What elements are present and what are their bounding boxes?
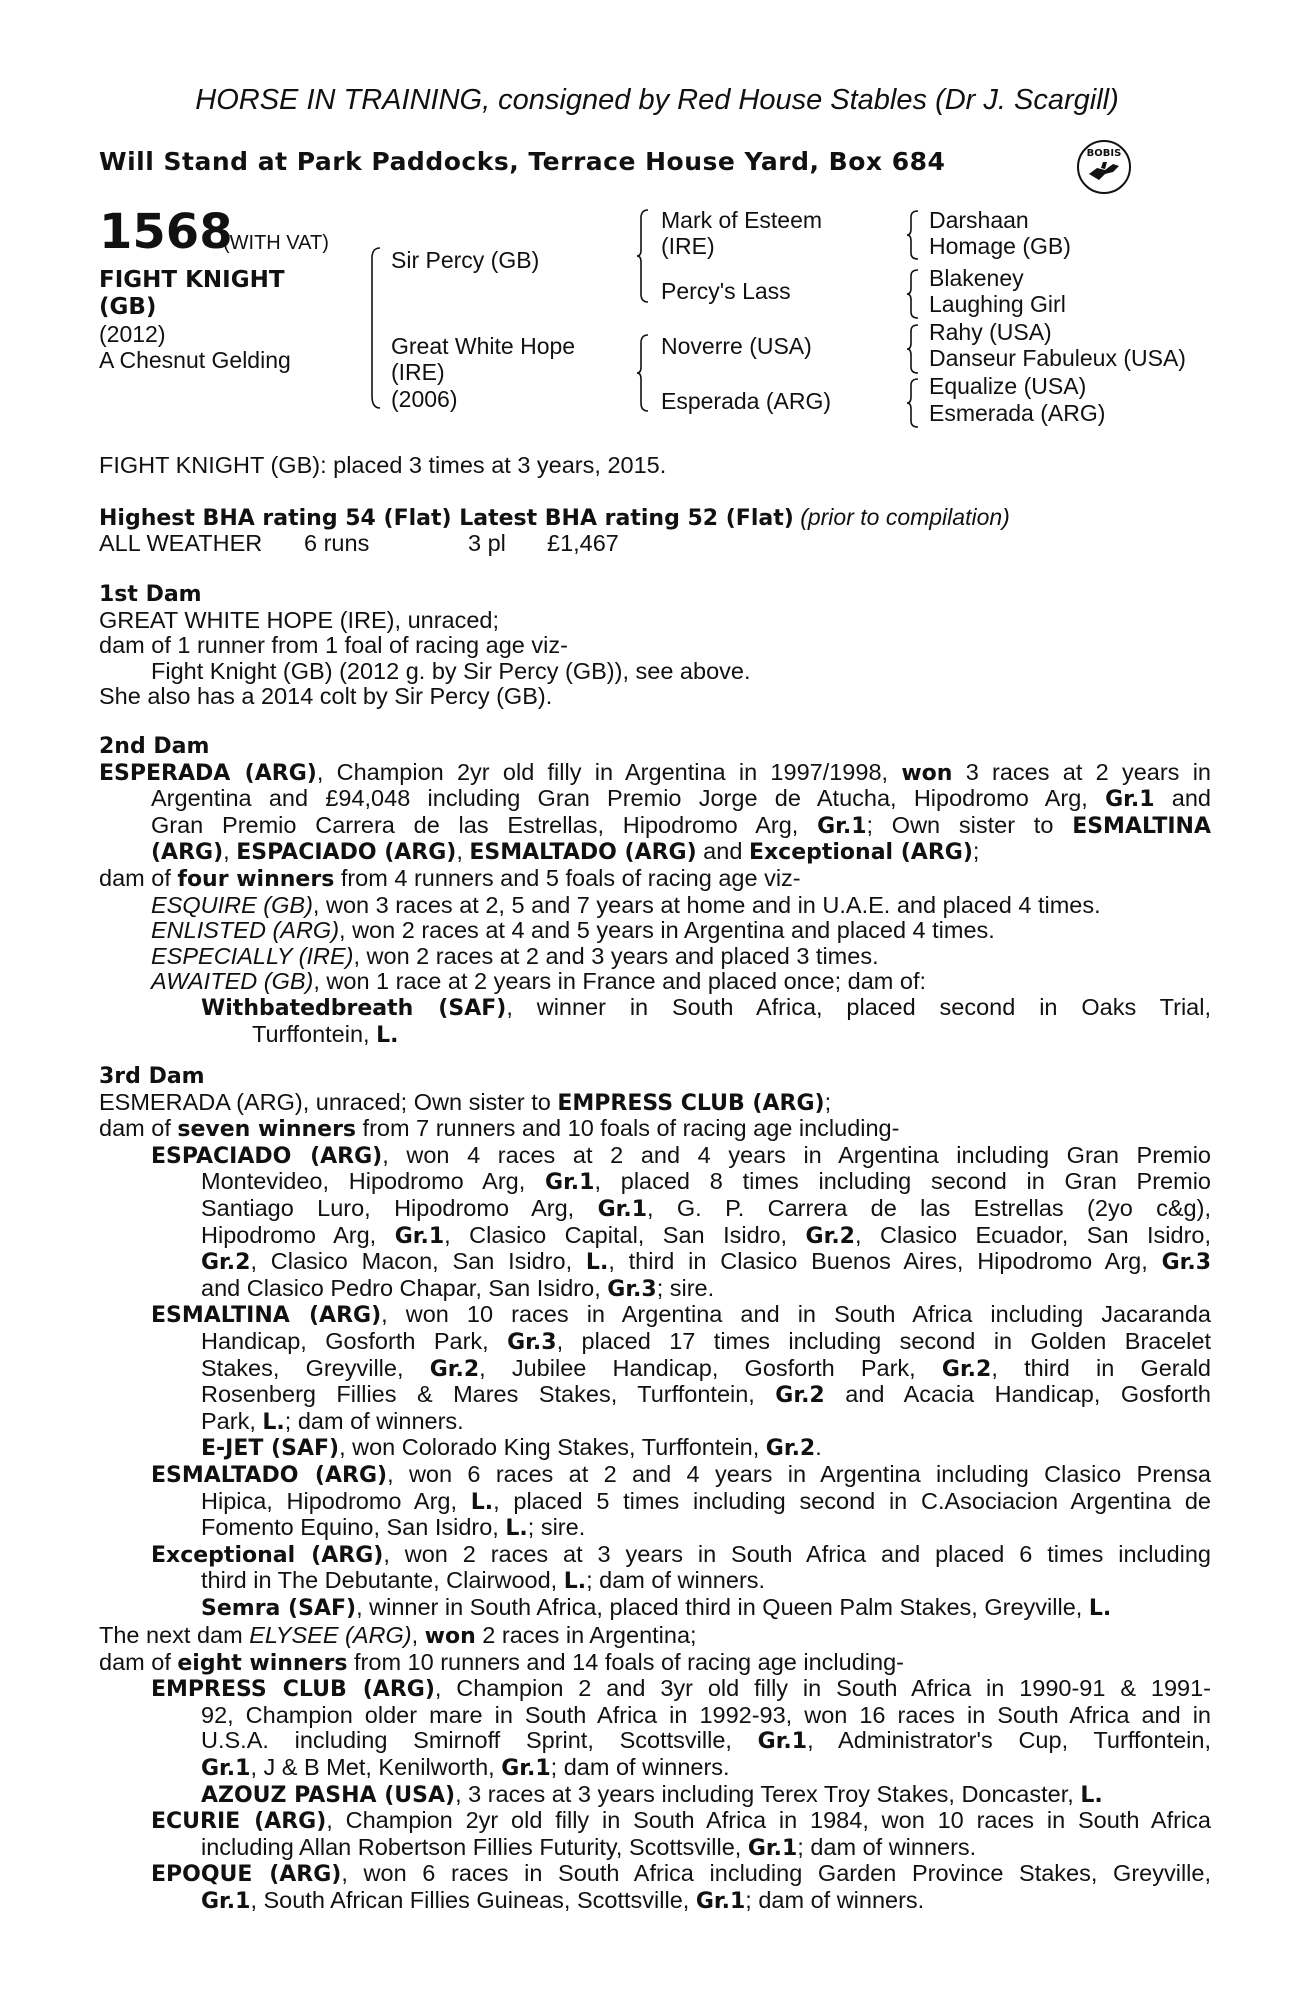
horse-name-country: (GB) (99, 294, 157, 320)
second-dam-grandprogeny: Withbatedbreath (SAF), winner in South Africa, placed second in Oaks Trial, (201, 993, 1211, 1021)
pedigree-brace-dam (636, 333, 650, 413)
next-dam-progeny: Gr.1, J & B Met, Kenilworth, Gr.1; dam of winners. (201, 1753, 730, 1781)
third-dam-grandprogeny: E-JET (SAF), won Colorado King Stakes, Turffontein, Gr.2. (201, 1434, 822, 1462)
second-dam-line: Gran Premio Carrera de las Estrellas, Hipodromo Arg, Gr.1; Own sister to ESMALTINA (151, 811, 1211, 839)
second-dam-line: Argentina and £94,048 including Gran Premio Jorge de Atucha, Hipodromo Arg, Gr.1 and (151, 785, 1211, 813)
third-dam-progeny: Rosenberg Fillies & Mares Stakes, Turffontein, Gr.2 and Acacia Handicap, Gosforth (201, 1381, 1211, 1409)
pedigree-brace-sire (636, 208, 650, 304)
first-dam-heading: 1st Dam (99, 582, 202, 607)
second-dam-progeny: ESPECIALLY (IRE), won 2 races at 2 and 3 years and placed 3 times. (151, 942, 879, 969)
bha-ratings (99, 504, 1010, 531)
vat-note: (WITH VAT) (223, 232, 329, 254)
pedigree-sss: Darshaan (929, 207, 1029, 233)
third-dam-progeny: Santiago Luro, Hipodromo Arg, Gr.1, G. P. Carrera de las Estrellas (2yo c&g), (201, 1194, 1211, 1222)
third-dam-progeny: Handicap, Gosforth Park, Gr.3, placed 17 times including second in Golden Bracelet (201, 1327, 1211, 1355)
third-dam-progeny: ESPACIADO (ARG), won 4 races at 2 and 4 years in Argentina including Gran Premio (151, 1141, 1211, 1169)
first-dam-line: dam of 1 runner from 1 foal of racing age viz- (99, 632, 568, 659)
logo-text: BOBIS (1086, 148, 1122, 159)
third-dam-line: dam of seven winners from 7 runners and 10 foals of racing age including- (99, 1115, 900, 1143)
pedigree-dam-sire: Noverre (USA) (661, 333, 812, 359)
catalogue-header: HORSE IN TRAINING, consigned by Red House Stables (Dr J. Scargill) (195, 84, 1119, 116)
third-dam-progeny: and Clasico Pedro Chapar, San Isidro, Gr.3; sire. (201, 1274, 715, 1302)
third-dam-progeny: ESMALTADO (ARG), won 6 races at 2 and 4 years in Argentina including Clasico Prensa (151, 1460, 1211, 1488)
all-weather-runs: 6 runs (304, 530, 370, 556)
third-dam-progeny: Hipodromo Arg, Gr.1, Clasico Capital, San Isidro, Gr.2, Clasico Ecuador, San Isidro, (201, 1221, 1212, 1249)
pedigree-dam-dam: Esperada (ARG) (661, 388, 832, 414)
first-dam-line: GREAT WHITE HOPE (IRE), unraced; (99, 606, 500, 633)
pedigree-ssd: Homage (GB) (929, 233, 1071, 259)
next-dam-progeny: Gr.1, South African Fillies Guineas, Scottsville, Gr.1; dam of winners. (201, 1886, 925, 1914)
all-weather-prize: £1,467 (547, 530, 619, 556)
pedigree-sds: Blakeney (929, 265, 1024, 291)
bobis-logo (1075, 138, 1133, 196)
next-dam-progeny: EMPRESS CLUB (ARG), Champion 2 and 3yr old filly in South Africa in 1990-91 & 1991- (151, 1675, 1211, 1703)
all-weather-placed: 3 pl (468, 530, 506, 556)
second-dam-progeny: ENLISTED (ARG), won 2 races at 4 and 5 years in Argentina and placed 4 times. (151, 917, 995, 944)
next-dam-progeny: U.S.A. including Smirnoff Sprint, Scottsville, Gr.1, Administrator's Cup, Turffontein, (201, 1727, 1211, 1755)
third-dam-progeny: Park, L.; dam of winners. (201, 1407, 464, 1435)
pedigree-brace-gen3-1 (906, 209, 920, 261)
second-dam-heading: 2nd Dam (99, 734, 210, 759)
pedigree-brace-main (368, 246, 382, 410)
third-dam-heading: 3rd Dam (99, 1064, 205, 1089)
next-dam-progeny: ECURIE (ARG), Champion 2yr old filly in South Africa in 1984, won 10 races in South Africa (151, 1807, 1211, 1835)
pedigree-dam-year: (2006) (391, 386, 458, 412)
third-dam-progeny: Fomento Equino, San Isidro, L.; sire. (201, 1514, 586, 1542)
pedigree-dss: Rahy (USA) (929, 319, 1052, 345)
second-dam-grandprogeny: Turffontein, L. (252, 1020, 399, 1048)
pedigree-dam-country: (IRE) (391, 359, 445, 385)
all-weather-label: ALL WEATHER (99, 530, 263, 556)
horse-description: A Chesnut Gelding (99, 347, 291, 373)
bha-ratings-note: (prior to compilation) (800, 504, 1010, 530)
third-dam-progeny: Montevideo, Hipodromo Arg, Gr.1, placed 8 times including second in Gran Premio (201, 1168, 1211, 1196)
next-dam-section (99, 1623, 1211, 1915)
first-dam-progeny: Fight Knight (GB) (2012 g. by Sir Percy (GB)), see above. (151, 657, 751, 684)
next-dam-grandprogeny: AZOUZ PASHA (USA), 3 races at 3 years including Terex Troy Stakes, Doncaster, L. (201, 1780, 1103, 1808)
second-dam-line: (ARG), ESPACIADO (ARG), ESMALTADO (ARG) and Exceptional (ARG); (151, 838, 980, 866)
third-dam-progeny: third in The Debutante, Clairwood, L.; dam of winners. (201, 1567, 766, 1595)
race-summary: FIGHT KNIGHT (GB): placed 3 times at 3 years, 2015. (99, 452, 667, 478)
pedigree-brace-gen3-3 (906, 323, 920, 375)
second-dam-line: dam of four winners from 4 runners and 5 foals of racing age viz- (99, 864, 801, 892)
next-dam-progeny: 92, Champion older mare in South Africa in 1992-93, won 16 races in South Africa and in (201, 1701, 1211, 1728)
second-dam-progeny: AWAITED (GB), won 1 race at 2 years in France and placed once; dam of: (151, 968, 926, 995)
pedigree-dsd: Danseur Fabuleux (USA) (929, 345, 1186, 371)
foaling-year: (2012) (99, 321, 166, 347)
pedigree-sire-sire: Mark of Esteem (661, 207, 823, 233)
third-dam-progeny: ESMALTINA (ARG), won 10 races in Argentina and in South Africa including Jacaranda (151, 1301, 1211, 1329)
second-dam-line: ESPERADA (ARG), Champion 2yr old filly in Argentina in 1997/1998, won 3 races at 2 years in (99, 758, 1211, 786)
stand-location: Will Stand at Park Paddocks, Terrace House Yard, Box 684 (99, 147, 946, 176)
third-dam-progeny: Exceptional (ARG), won 2 races at 3 years in South Africa and placed 6 times including (151, 1540, 1211, 1568)
next-dam-progeny: including Allan Robertson Fillies Futurity, Scottsville, Gr.1; dam of winners. (201, 1833, 977, 1861)
pedigree-sire-dam: Percy's Lass (661, 278, 791, 304)
first-dam-line: She also has a 2014 colt by Sir Percy (GB). (99, 683, 553, 710)
pedigree-sdd: Laughing Girl (929, 291, 1066, 317)
third-dam-progeny: Gr.2, Clasico Macon, San Isidro, L., third in Clasico Buenos Aires, Hipodromo Arg, Gr.3 (201, 1248, 1211, 1276)
second-dam-section (99, 734, 1211, 1048)
third-dam-section (99, 1064, 1211, 1621)
lot-number: 1568 (99, 204, 233, 260)
pedigree-brace-gen3-4 (906, 377, 920, 429)
pedigree-dds: Equalize (USA) (929, 373, 1087, 399)
pedigree-dam: Great White Hope (391, 333, 576, 359)
pedigree-ddd: Esmerada (ARG) (929, 400, 1106, 426)
next-dam-progeny: EPOQUE (ARG), won 6 races in South Africa including Garden Province Stakes, Greyville, (151, 1860, 1211, 1888)
third-dam-progeny: Stakes, Greyville, Gr.2, Jubilee Handicap, Gosforth Park, Gr.2, third in Gerald (201, 1354, 1211, 1382)
next-dam-line: The next dam ELYSEE (ARG), won 2 races in Argentina; (99, 1622, 697, 1649)
pedigree-brace-gen3-2 (906, 268, 920, 320)
horse-name: FIGHT KNIGHT (99, 267, 285, 293)
first-dam-section (99, 582, 1211, 710)
third-dam-progeny: Hipica, Hipodromo Arg, L., placed 5 times including second in C.Asociacion Argentina de (201, 1487, 1211, 1515)
third-dam-line: ESMERADA (ARG), unraced; Own sister to EMPRESS CLUB (ARG); (99, 1088, 832, 1116)
second-dam-progeny: ESQUIRE (GB), won 3 races at 2, 5 and 7 years at home and in U.A.E. and placed 4 times. (151, 891, 1101, 918)
pedigree-sire: Sir Percy (GB) (391, 247, 540, 273)
pedigree-sire-sire-country: (IRE) (661, 233, 715, 259)
next-dam-line: dam of eight winners from 10 runners and 14 foals of racing age including- (99, 1648, 904, 1676)
third-dam-grandprogeny: Semra (SAF), winner in South Africa, placed third in Queen Palm Stakes, Greyville, L. (201, 1593, 1112, 1621)
bha-ratings-bold: Highest BHA rating 54 (Flat) Latest BHA rating 52 (Flat) (99, 506, 794, 531)
